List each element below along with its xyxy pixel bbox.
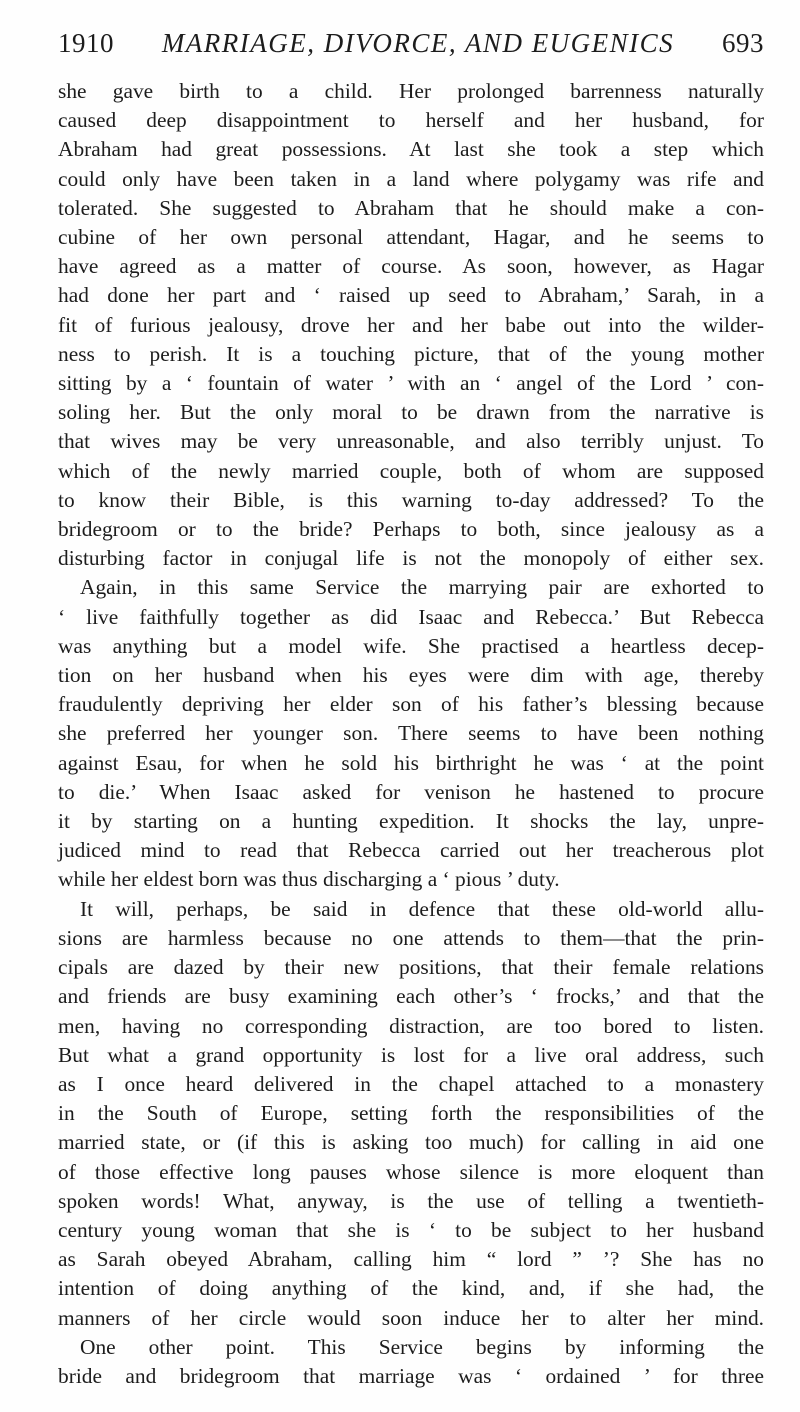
text-line: cubine of her own personal attendant, Hagar, and he seems to <box>58 225 764 250</box>
text-line: sitting by a ‘ fountain of water ’ with an ‘ angel of the Lord ’ con- <box>58 371 764 396</box>
text-line: sions are harmless because no one attends to them—that the prin- <box>58 925 764 950</box>
text-line: in the South of Europe, setting forth the responsibilities of the <box>58 1101 764 1126</box>
text-line: of those effective long pauses whose silence is more eloquent than <box>58 1159 764 1184</box>
text-line: One other point. This Service begins by informing the <box>80 1334 764 1359</box>
text-line: ness to perish. It is a touching picture, that of the young mother <box>58 341 764 366</box>
text-line: to die.’ When Isaac asked for venison he hastened to procure <box>58 779 764 804</box>
body-text <box>58 77 764 1391</box>
text-line: as I once heard delivered in the chapel attached to a monastery <box>58 1071 764 1096</box>
text-line: tolerated. She suggested to Abraham that he should make a con- <box>58 195 764 220</box>
text-line: tion on her husband when his eyes were dim with age, thereby <box>58 663 764 688</box>
text-line: men, having no corresponding distraction, are too bored to listen. <box>58 1013 764 1038</box>
book-page <box>58 28 764 1391</box>
text-line: soling her. But the only moral to be drawn from the narrative is <box>58 400 764 425</box>
text-line: she gave birth to a child. Her prolonged barrenness naturally <box>58 79 764 103</box>
text-line: disturbing factor in conjugal life is not the monopoly of either sex. <box>58 546 764 571</box>
text-line: she preferred her younger son. There seems to have been nothing <box>58 721 764 746</box>
text-line: It will, perhaps, be said in defence that these old-world allu- <box>80 896 764 921</box>
text-line: Abraham had great possessions. At last she took a step which <box>58 137 764 162</box>
text-line: bridegroom or to the bride? Perhaps to both, since jealousy as a <box>58 517 764 542</box>
text-line: have agreed as a matter of course. As soon, however, as Hagar <box>58 254 764 279</box>
text-line: intention of doing anything of the kind, and, if she had, the <box>58 1276 764 1301</box>
text-line: while her eldest born was thus discharging a ‘ pious ’ duty. <box>58 867 560 892</box>
text-line: as Sarah obeyed Abraham, calling him “ lord ” ’? She has no <box>58 1247 764 1272</box>
running-header <box>58 28 764 59</box>
text-line: bride and bridegroom that marriage was ‘ ordained ’ for three <box>58 1363 764 1388</box>
page-number: 693 <box>722 28 764 58</box>
text-line: had done her part and ‘ raised up seed to Abraham,’ Sarah, in a <box>58 283 764 308</box>
text-line: that wives may be very unreasonable, and also terribly unjust. To <box>58 429 764 454</box>
text-line: judiced mind to read that Rebecca carried out her treacherous plot <box>58 838 764 863</box>
text-line: But what a grand opportunity is lost for a live oral address, such <box>58 1042 764 1067</box>
text-line: manners of her circle would soon induce her to alter her mind. <box>58 1305 764 1330</box>
header-year: 1910 <box>58 28 114 58</box>
text-line: could only have been taken in a land where polygamy was rife and <box>58 166 764 191</box>
text-line: caused deep disappointment to herself and her husband, for <box>58 108 764 133</box>
text-line: to know their Bible, is this warning to-day addressed? To the <box>58 487 764 512</box>
header-title: MARRIAGE, DIVORCE, AND EUGENICS <box>161 28 675 58</box>
text-line: century young woman that she is ‘ to be subject to her husband <box>58 1217 764 1242</box>
text-line: fraudulently depriving her elder son of his father’s blessing because <box>58 692 764 717</box>
text-line: Again, in this same Service the marrying pair are exhorted to <box>80 575 764 600</box>
text-line: fit of furious jealousy, drove her and her babe out into the wilder- <box>58 312 764 337</box>
text-line: ‘ live faithfully together as did Isaac and Rebecca.’ But Rebecca <box>58 604 764 629</box>
text-line: it by starting on a hunting expedition. It shocks the lay, unpre- <box>58 809 764 834</box>
text-line: which of the newly married couple, both of whom are supposed <box>58 458 764 483</box>
text-line: married state, or (if this is asking too much) for calling in aid one <box>58 1130 764 1155</box>
text-line: cipals are dazed by their new positions, that their female relations <box>58 955 764 980</box>
text-line: against Esau, for when he sold his birthright he was ‘ at the point <box>58 750 764 775</box>
text-line: and friends are busy examining each other’s ‘ frocks,’ and that the <box>58 984 764 1009</box>
text-line: was anything but a model wife. She practised a heartless decep- <box>58 633 764 658</box>
text-line: spoken words! What, anyway, is the use of telling a twentieth- <box>58 1188 764 1213</box>
